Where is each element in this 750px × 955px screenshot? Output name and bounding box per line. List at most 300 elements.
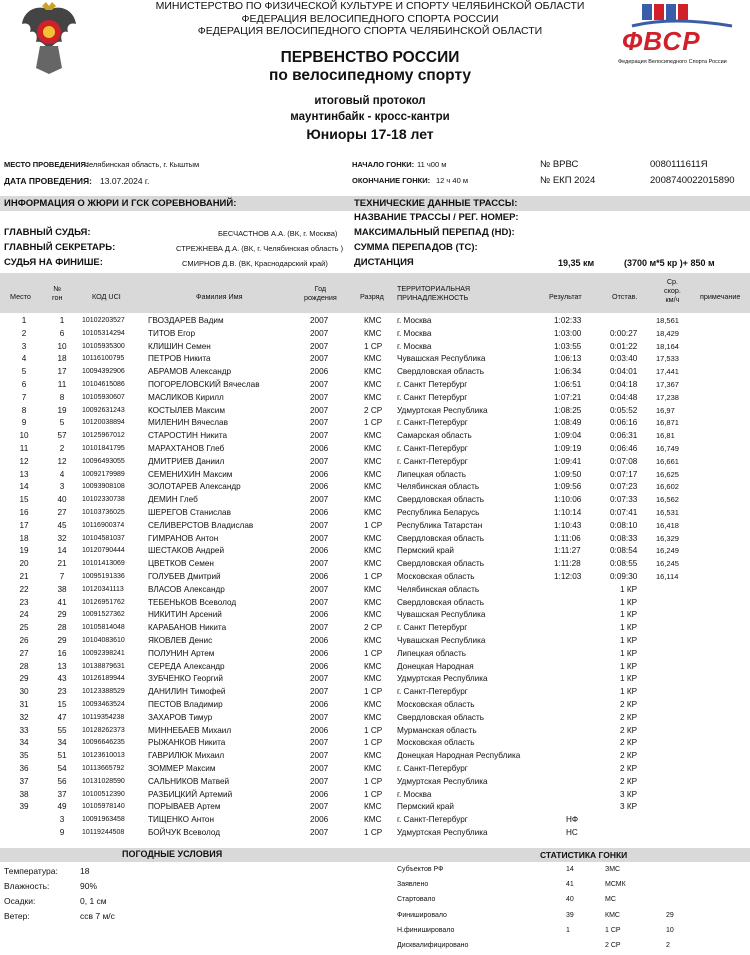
tc-label: СУММА ПЕРЕПАДОВ (ТС):: [354, 242, 478, 253]
table-row: [0, 315, 750, 327]
table-row: [0, 443, 750, 455]
table-row: [0, 750, 750, 762]
cell-uci: 10125967012: [82, 432, 125, 440]
stats-rank: КМС: [605, 911, 620, 919]
weather-header: ПОГОДНЫЕ УСЛОВИЯ: [122, 849, 223, 859]
distance-value: 19,35 км: [558, 258, 595, 268]
table-row: [0, 584, 750, 596]
cell-region: г. Москва: [397, 789, 432, 799]
cell-name: ШЕРЕГОВ Станислав: [148, 508, 231, 517]
cell-year: 2006: [310, 482, 329, 492]
cell-bib: 10: [57, 341, 67, 351]
cell-name: НИКИТИН Арсений: [148, 610, 222, 620]
cell-speed: 17,367: [656, 380, 679, 389]
table-row: [0, 801, 750, 813]
cell-uci: 10120790444: [82, 547, 125, 555]
cell-gap: 2 КР: [620, 700, 638, 709]
wind-label: Ветер:: [4, 911, 30, 921]
cell-gap: 2 КР: [620, 764, 638, 773]
stats-value: 14: [566, 866, 574, 873]
cell-place: 3: [21, 341, 27, 351]
cell-bib: 40: [57, 495, 67, 505]
cell-year: 2007: [310, 687, 329, 697]
cell-name: ВЛАСОВ Александр: [148, 584, 225, 594]
cell-year: 2007: [310, 712, 329, 722]
cell-place: 21: [19, 572, 29, 581]
stats-count: 29: [666, 911, 674, 919]
cell-place: 17: [19, 520, 29, 530]
col-region-1: ТЕРРИТОРИАЛЬНАЯ: [397, 284, 471, 293]
cell-name: МИЛЕНИН Вячеслав: [148, 418, 228, 428]
cell-speed: 16,531: [656, 508, 679, 517]
cell-gap: 1 КР: [620, 636, 638, 645]
cell-name: ЗУБЧЕНКО Георгий: [148, 674, 223, 684]
cell-bib: 32: [57, 533, 67, 543]
cell-result: 1:09:19: [554, 444, 582, 453]
cell-gap: 1 КР: [620, 623, 638, 633]
cell-region: г. Санкт-Петербург: [397, 815, 468, 825]
col-gap: Отстав.: [612, 292, 638, 301]
cell-place: 26: [19, 636, 29, 645]
cell-bib: 18: [57, 354, 67, 364]
cell-speed: 16,602: [656, 482, 679, 492]
cell-gap: 1 КР: [620, 674, 638, 684]
cell-gap: 1 КР: [620, 584, 638, 594]
cell-gap: 0:09:30: [610, 572, 638, 581]
cell-region: Липецкая область: [397, 469, 466, 479]
cell-name: ДМИТРИЕВ Даниил: [148, 456, 225, 466]
cell-speed: 16,562: [656, 495, 679, 505]
cell-name: СЕМЕНИХИН Максим: [148, 469, 233, 479]
table-row: [0, 648, 750, 660]
precip-value: 0, 1 см: [80, 896, 107, 906]
cell-name: ДЕМИН Глеб: [148, 495, 198, 505]
col-year: [304, 284, 337, 302]
cell-bib: 6: [59, 328, 65, 338]
cell-rank: КМС: [364, 636, 382, 645]
cell-result: 1:11:28: [554, 559, 581, 569]
precip-label: Осадки:: [4, 896, 36, 906]
cell-speed: 16,871: [656, 418, 679, 428]
cell-uci: 10102203527: [82, 317, 125, 324]
title-line-5: Юниоры 17-18 лет: [306, 126, 434, 142]
cell-name: ПЕСТОВ Владимир: [148, 700, 223, 709]
cell-result: 1:11:06: [554, 533, 581, 543]
table-row: [0, 673, 750, 685]
table-row: [0, 353, 750, 365]
cell-region: Удмуртская Республика: [397, 828, 488, 837]
cell-bib: 17: [57, 367, 67, 377]
cell-rank: КМС: [364, 764, 382, 773]
cell-name: ГВОЗДАРЕВ Вадим: [148, 316, 224, 325]
cell-uci: 10138879631: [82, 662, 125, 670]
cell-uci: 10103736025: [82, 509, 125, 516]
cell-place: 6: [21, 380, 27, 389]
cell-rank: 1 СР: [364, 418, 383, 428]
table-row: [0, 417, 750, 429]
cell-bib: 21: [57, 559, 67, 569]
cell-region: г. Москва: [397, 328, 432, 338]
cell-region: Мурманская область: [397, 725, 477, 735]
cell-year: 2007: [310, 354, 329, 364]
org-line-2: ФЕДЕРАЦИЯ ВЕЛОСИПЕДНОГО СПОРТА РОССИИ: [241, 12, 499, 25]
cell-uci: 10092631243: [82, 406, 125, 414]
cell-gap: 0:08:54: [610, 546, 638, 556]
stats-label: Финишировало: [397, 911, 447, 919]
place-value: Челябинская область, г. Кыштым: [84, 160, 200, 169]
cell-result: 1:02:33: [554, 316, 582, 325]
end-label: ОКОНЧАНИЕ ГОНКИ:: [352, 176, 431, 185]
cell-place: 31: [19, 700, 29, 709]
cell-year: 2007: [310, 495, 329, 505]
cell-year: 2006: [310, 700, 329, 709]
cell-speed: 16,81: [656, 431, 675, 441]
cell-rank: 1 СР: [364, 789, 383, 799]
cell-rank: КМС: [364, 354, 382, 364]
humidity-label: Влажность:: [4, 881, 50, 891]
cell-region: г. Санкт-Петербург: [397, 764, 468, 773]
cell-gap: 2 КР: [620, 725, 638, 735]
cell-bib: 27: [57, 508, 67, 517]
stats-label: Стартовало: [397, 896, 436, 904]
cell-place: 20: [19, 559, 29, 569]
cell-rank: КМС: [364, 751, 382, 761]
cell-region: Челябинская область: [397, 482, 480, 492]
cell-place: 15: [19, 495, 29, 505]
cell-region: Донецкая Народная Республика: [397, 751, 521, 761]
col-year-1: Год: [314, 284, 327, 293]
cell-region: г. Санкт-Петербург: [397, 418, 468, 428]
cell-uci: 10092179989: [82, 470, 125, 478]
cell-gap: 0:07:23: [610, 482, 638, 492]
cell-bib: 12: [57, 456, 67, 466]
table-row: [0, 571, 750, 583]
cell-gap: 1 КР: [620, 610, 638, 620]
cell-region: Свердловская область: [397, 495, 484, 505]
cell-gap: 0:07:17: [610, 469, 638, 479]
cell-uci: 10105978140: [82, 803, 125, 811]
cell-uci: 10126189944: [82, 675, 125, 683]
cell-place: 16: [19, 508, 29, 517]
vrvs-value: 0080111611Я: [650, 159, 708, 170]
stats-rank: МСМК: [605, 881, 626, 889]
cell-year: 2007: [310, 418, 329, 428]
wind-value: ссв 7 м/с: [80, 911, 115, 921]
cell-region: Чувашская Республика: [397, 636, 486, 645]
cell-gap: 2 КР: [620, 751, 638, 761]
cell-gap: 0:05:52: [610, 405, 638, 415]
cell-result: 1:11:27: [554, 546, 581, 556]
cell-name: САЛЬНИКОВ Матвей: [148, 776, 230, 786]
vrvs-label: № ВРВС: [540, 159, 579, 170]
cell-rank: 1 СР: [364, 572, 383, 581]
cell-name: РАЗБИЦКИЙ Артемий: [148, 789, 233, 799]
cell-uci: 10105314294: [82, 329, 125, 337]
table-row: [0, 789, 750, 801]
cell-uci: 10123388529: [82, 688, 125, 696]
cell-region: Челябинская область: [397, 584, 480, 594]
table-row: [0, 609, 750, 621]
cell-uci: 10120341113: [82, 585, 124, 593]
cell-bib: 54: [57, 764, 67, 773]
cell-region: Свердловская область: [397, 712, 484, 722]
cell-region: Чувашская Республика: [397, 610, 486, 620]
cell-uci: 10104083610: [82, 637, 125, 644]
cell-rank: 1 СР: [364, 828, 383, 837]
cell-year: 2007: [310, 828, 329, 837]
cell-name: ГИМРАНОВ Антон: [148, 533, 219, 543]
col-speed-2: скор.: [664, 286, 681, 295]
cell-rank: КМС: [364, 802, 382, 812]
cell-place: 29: [19, 674, 29, 684]
cell-place: 19: [19, 546, 29, 556]
cell-result: 1:10:14: [554, 508, 582, 517]
cell-gap: 0:06:16: [610, 418, 638, 428]
cell-uci: 10128262373: [82, 726, 125, 734]
table-row: [0, 481, 750, 493]
cell-gap: 1 КР: [620, 661, 638, 671]
cell-speed: 16,329: [656, 533, 679, 543]
stats-label: Н.финишировало: [397, 926, 455, 934]
cell-year: 2007: [310, 751, 329, 761]
cell-place: 13: [19, 469, 29, 479]
cell-speed: 16,418: [656, 520, 679, 530]
cell-year: 2006: [310, 444, 329, 453]
cell-speed: 16,114: [656, 572, 679, 581]
stats-header: СТАТИСТИКА ГОНКИ: [540, 850, 628, 860]
col-region-2: ПРИНАДЛЕЖНОСТЬ: [397, 293, 469, 302]
stats-rank: 2 СР: [605, 942, 621, 949]
cell-region: Свердловская область: [397, 533, 484, 543]
cell-place: 34: [19, 738, 29, 748]
col-bib-1: №: [53, 284, 62, 293]
cell-result: НФ: [566, 815, 579, 825]
cell-region: Московская область: [397, 738, 475, 748]
cell-year: 2007: [310, 431, 329, 441]
cell-place: 33: [19, 725, 29, 735]
cell-place: 9: [21, 418, 27, 428]
jury-header: ИНФОРМАЦИЯ О ЖЮРИ И ГСК СОРЕВНОВАНИЙ:: [4, 198, 237, 209]
cell-rank: 1 СР: [364, 341, 383, 351]
cell-gap: 0:03:40: [610, 354, 638, 364]
cell-uci: 10105930607: [82, 393, 125, 401]
cell-gap: 3 КР: [620, 802, 638, 812]
cell-name: ДАНИЛИН Тимофей: [148, 687, 226, 697]
cell-name: ГОЛУБЕВ Дмитрий: [148, 572, 221, 581]
cell-speed: 17,238: [656, 392, 679, 402]
cell-uci: 10093908108: [82, 483, 125, 491]
cell-year: 2007: [310, 316, 329, 325]
cell-result: 1:09:56: [554, 482, 582, 492]
cell-name: ШЕСТАКОВ Андрей: [148, 546, 225, 556]
table-row: [0, 456, 750, 468]
cell-uci: 10102330738: [82, 496, 125, 504]
cell-uci: 10104581037: [82, 534, 125, 542]
cell-region: Московская область: [397, 572, 475, 581]
cell-place: 32: [19, 712, 29, 722]
cell-rank: КМС: [364, 367, 382, 377]
cell-place: 39: [19, 802, 29, 812]
cell-name: БОЙЧУК Всеволод: [148, 828, 220, 837]
cell-gap: 0:06:31: [610, 431, 638, 441]
stats-value: 40: [566, 896, 574, 904]
cell-uci: 10113665792: [82, 765, 125, 772]
cell-uci: 10105935300: [82, 342, 125, 350]
cell-uci: 10123610013: [82, 752, 125, 760]
cell-bib: 51: [57, 751, 67, 761]
cell-name: СЕРЕДА Александр: [148, 661, 225, 671]
col-note: примечание: [700, 292, 741, 301]
cell-gap: 0:00:27: [610, 328, 638, 338]
cell-region: г. Москва: [397, 341, 432, 351]
cell-place: 1: [21, 316, 27, 325]
table-row: [0, 545, 750, 557]
cell-year: 2006: [310, 610, 329, 620]
cell-place: 25: [19, 623, 29, 633]
cell-place: 12: [19, 456, 29, 466]
cell-bib: 3: [59, 815, 65, 825]
stats-count: 10: [666, 926, 674, 934]
cell-year: 2006: [310, 661, 329, 671]
cell-rank: КМС: [364, 815, 382, 825]
cell-bib: 47: [57, 712, 67, 722]
cell-region: Удмуртская Республика: [397, 405, 488, 415]
cell-year: 2007: [310, 341, 329, 351]
cell-result: 1:06:34: [554, 367, 582, 377]
cell-uci: 10101841795: [82, 445, 125, 452]
start-label: НАЧАЛО ГОНКИ:: [352, 160, 415, 169]
table-row: [0, 737, 750, 749]
table-row: [0, 430, 750, 442]
cell-gap: 0:01:22: [610, 341, 638, 351]
cell-region: г. Москва: [397, 316, 432, 325]
cell-uci: 10101413069: [82, 560, 125, 568]
cell-bib: 41: [57, 597, 67, 607]
cell-place: 23: [19, 597, 29, 607]
cell-name: ГАВРИЛЮК Михаил: [148, 751, 225, 761]
cell-year: 2006: [310, 636, 329, 645]
place-label: МЕСТО ПРОВЕДЕНИЯ:: [4, 160, 89, 169]
stats-value: 39: [566, 911, 574, 919]
cell-year: 2007: [310, 559, 329, 569]
table-row: [0, 520, 750, 532]
cell-year: 2006: [310, 572, 329, 581]
cell-name: СТАРОСТИН Никита: [148, 431, 228, 441]
cell-place: 22: [19, 584, 29, 594]
cell-year: 2006: [310, 469, 329, 479]
cell-region: Удмуртская Республика: [397, 776, 488, 786]
cell-bib: 34: [57, 738, 67, 748]
cell-place: 14: [19, 482, 29, 492]
organizers: [120, 0, 620, 38]
table-row: [0, 622, 750, 634]
cell-bib: 8: [59, 392, 65, 402]
cell-bib: 19: [57, 405, 67, 415]
cell-rank: КМС: [364, 316, 382, 325]
cell-rank: КМС: [364, 508, 382, 517]
finish-judge-value: СМИРНОВ Д.В. (ВК, Краснодарский край): [182, 259, 328, 268]
cell-region: Свердловская область: [397, 367, 484, 377]
cell-region: г. Санкт Петербург: [397, 392, 468, 402]
cell-speed: 18,164: [656, 341, 679, 351]
cell-name: ЯКОВЛЕВ Денис: [148, 636, 213, 645]
cell-uci: 10096493055: [82, 457, 125, 465]
cell-bib: 28: [57, 623, 67, 633]
cell-result: 1:08:25: [554, 405, 582, 415]
table-row: [0, 725, 750, 737]
cell-uci: 10119354238: [82, 713, 125, 721]
chief-judge-label: ГЛАВНЫЙ СУДЬЯ:: [4, 227, 91, 238]
cell-place: 37: [19, 776, 29, 786]
cell-rank: 1 СР: [364, 648, 383, 658]
cell-speed: 16,661: [656, 456, 679, 466]
double-headed-eagle-icon: [18, 2, 80, 76]
fvsr-logo: [612, 2, 748, 68]
cell-region: г. Санкт-Петербург: [397, 687, 468, 697]
distance-detail: (3700 м*5 кр )+ 850 м: [624, 258, 715, 268]
cell-result: 1:07:21: [554, 392, 582, 402]
fvsr-logo-text: ФВСР: [622, 26, 701, 56]
stats-rank: 1 СР: [605, 926, 621, 934]
cell-speed: 16,625: [656, 469, 679, 479]
cell-speed: 18,561: [656, 316, 679, 325]
col-result: Результат: [549, 292, 582, 301]
date-label: ДАТА ПРОВЕДЕНИЯ:: [4, 176, 92, 186]
footer-header-bar: [0, 848, 750, 862]
cell-place: 2: [21, 328, 27, 338]
cell-result: 1:09:04: [554, 431, 582, 441]
table-row: [0, 366, 750, 378]
cell-year: 2007: [310, 380, 329, 389]
cell-gap: 1 КР: [620, 597, 638, 607]
cell-region: Удмуртская Республика: [397, 674, 488, 684]
cell-place: 36: [19, 764, 29, 773]
cell-speed: 18,429: [656, 328, 679, 338]
cell-place: 24: [19, 610, 29, 620]
cell-place: 38: [19, 789, 29, 799]
table-row: [0, 405, 750, 417]
cell-gap: 2 КР: [620, 712, 638, 722]
cell-uci: 10105814048: [82, 624, 125, 632]
cell-year: 2007: [310, 405, 329, 415]
cell-gap: 0:07:08: [610, 456, 638, 466]
cell-rank: КМС: [364, 559, 382, 569]
end-value: 12 ч 40 м: [436, 176, 468, 185]
cell-region: Московская область: [397, 700, 475, 709]
ekp-value: 2008740022015890: [650, 175, 735, 186]
cell-year: 2007: [310, 456, 329, 466]
cell-result: 1:03:55: [554, 341, 582, 351]
cell-name: МАСЛИКОВ Кирилл: [148, 392, 224, 402]
cell-name: РЫЖАНКОВ Никита: [148, 738, 226, 748]
cell-bib: 5: [59, 418, 65, 428]
cell-uci: 10131028590: [82, 777, 125, 785]
cell-year: 2006: [310, 725, 329, 735]
cell-gap: 0:08:55: [610, 559, 638, 569]
table-row: [0, 699, 750, 711]
cell-bib: 7: [59, 572, 65, 581]
chief-secretary-value: СТРЕЖНЕВА Д.А. (ВК, г. Челябинская область ): [176, 244, 344, 253]
cell-year: 2007: [310, 623, 329, 633]
cell-name: КОСТЫЛЕВ Максим: [148, 405, 225, 415]
col-speed-3: км/ч: [665, 295, 680, 304]
cell-name: ПОРЫВАЕВ Артем: [148, 802, 221, 812]
cell-rank: КМС: [364, 712, 382, 722]
cell-year: 2006: [310, 789, 329, 799]
fvsr-logo-caption: Федерация Велосипедного Спорта России: [618, 59, 727, 65]
cell-uci: 10093463524: [82, 701, 125, 708]
col-year-2: рождения: [304, 293, 337, 302]
